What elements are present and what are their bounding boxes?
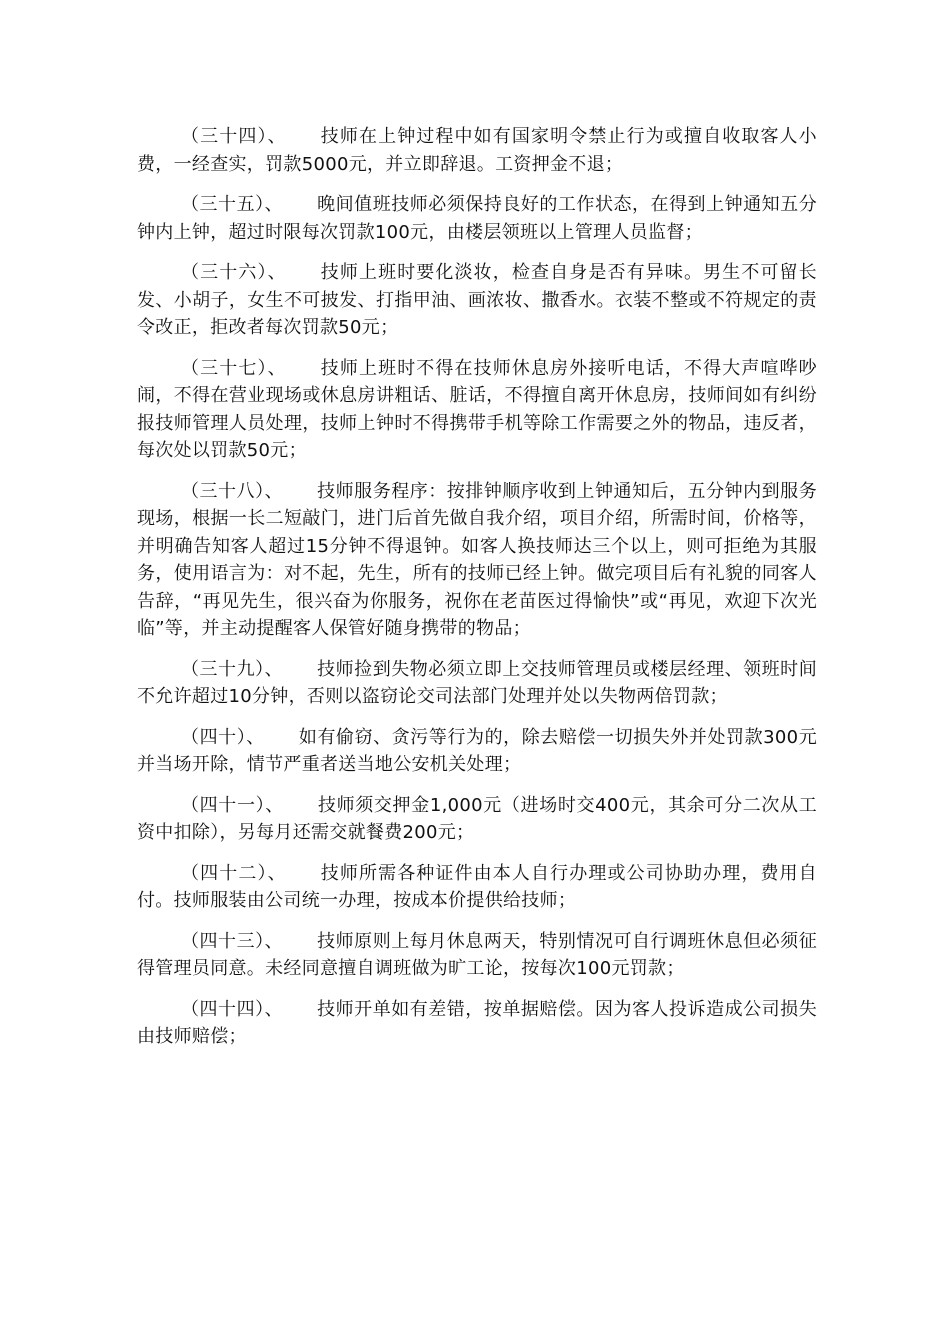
- clause-number: （四十一）、: [181, 794, 284, 816]
- clause-number: （三十四）、: [181, 126, 287, 147]
- clause-44: [137, 996, 817, 1051]
- clause-number: （四十四）、: [181, 998, 284, 1020]
- clause-number: （三十八）、: [181, 480, 284, 502]
- clause-text: 技师在上钟过程中如有国家明令禁止行为或擅自收取客人小费，一经查实，罚款5000元，并立即辞退。工资押金不退；: [137, 126, 817, 175]
- clause-34: [137, 123, 817, 178]
- clause-text: 技师上班时不得在技师休息房外接听电话，不得大声喧哗吵闹，不得在营业现场或休息房讲粗话、脏话，不得擅自离开休息房，技师间如有纠纷报技师管理人员处理，技师上钟时不得携带手机等除工作需要之外的物品，违反者，每次处以罚款50元；: [137, 357, 817, 461]
- clause-text: 技师服务程序：按排钟顺序收到上钟通知后，五分钟内到服务现场，根据一长二短敲门，进门后首先做自我介绍，项目介绍，所需时间，价格等，并明确告知客人超过15分钟不得退钟。如客人换技师达三个以上，则可拒绝为其服务，使用语言为：对不起，先生，所有的技师已经上钟。做完项目后有礼貌的同客人告辞，“再见先生，很兴奋为你服务，祝你在老苗医过得愉快”或“再见，欢迎下次光临”等，并主动提醒客人保管好随身携带的物品；: [137, 480, 817, 639]
- clause-text: 技师开单如有差错，按单据赔偿。因为客人投诉造成公司损失由技师赔偿；: [137, 998, 817, 1047]
- clause-number: （三十七）、: [181, 357, 287, 379]
- clause-43: [137, 928, 817, 983]
- clause-42: [137, 860, 817, 915]
- clause-text: 技师须交押金1,000元（进场时交400元，其余可分二次从工资中扣除），另每月还需交就餐费200元；: [137, 794, 817, 843]
- clause-text: 技师捡到失物必须立即上交技师管理员或楼层经理、领班时间不允许超过10分钟，否则以盗窃论交司法部门处理并处以失物两倍罚款；: [137, 658, 817, 707]
- clause-number: （三十九）、: [181, 658, 284, 680]
- clause-40: [137, 724, 817, 779]
- clause-number: （四十二）、: [181, 862, 287, 884]
- clause-39: [137, 656, 817, 711]
- clause-text: 如有偷窃、贪污等行为的，除去赔偿一切损失外并处罚款300元并当场开除，情节严重者送当地公安机关处理；: [137, 726, 818, 775]
- clause-text: 晚间值班技师必须保持良好的工作状态，在得到上钟通知五分钟内上钟，超过时限每次罚款100元，由楼层领班以上管理人员监督；: [137, 194, 817, 243]
- clause-number: （四十三）、: [181, 930, 284, 952]
- clause-number: （四十）、: [181, 726, 265, 748]
- clause-text: 技师原则上每月休息两天，特别情况可自行调班休息但必须征得管理员同意。未经同意擅自调班做为旷工论，按每次100元罚款；: [137, 930, 817, 979]
- clause-38: [137, 478, 817, 643]
- clause-41: [137, 792, 817, 847]
- clause-35: [137, 191, 817, 246]
- clause-number: （三十六）、: [181, 262, 287, 283]
- document-page: [137, 123, 817, 1064]
- clause-text: 技师所需各种证件由本人自行办理或公司协助办理，费用自付。技师服装由公司统一办理，按成本价提供给技师；: [137, 862, 817, 911]
- clause-37: [137, 355, 817, 465]
- clause-number: （三十五）、: [181, 194, 284, 215]
- clause-36: [137, 259, 817, 342]
- clause-text: 技师上班时要化淡妆，检查自身是否有异味。男生不可留长发、小胡子，女生不可披发、打指甲油、画浓妆、撒香水。衣装不整或不符规定的责令改正，拒改者每次罚款50元；: [137, 262, 817, 338]
